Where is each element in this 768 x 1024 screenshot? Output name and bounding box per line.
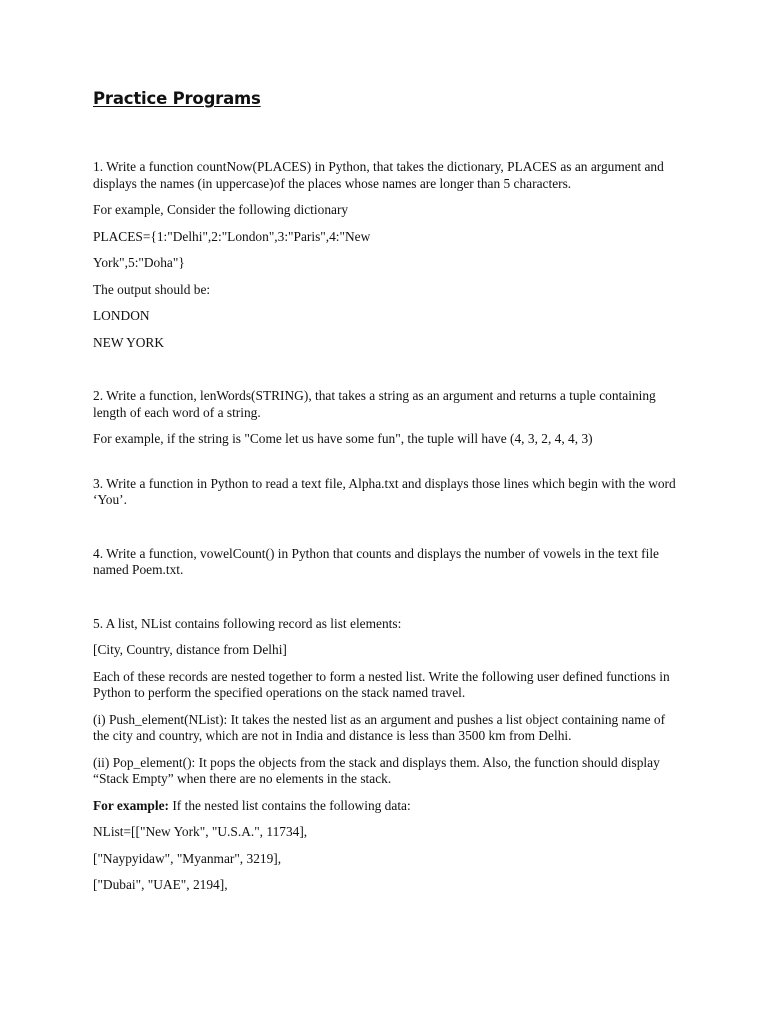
spacer	[93, 361, 683, 388]
question-1-output-intro: The output should be:	[93, 281, 211, 297]
question-2	[93, 388, 683, 448]
question-1-text: 1. Write a function countNow(PLACES) in Python, that takes the dictionary, PLACES as an argument and displays the names (in uppercase)of the places whose names are longer than 5 characters.	[93, 159, 664, 191]
example-rest-text: If the nested list contains the following data:	[168, 797, 411, 813]
question-5-data-3: ["Dubai", "UAE", 2194],	[93, 877, 228, 892]
question-5-data-1: NList=[["New York", "U.S.A.", 11734],	[93, 824, 308, 839]
spacer	[93, 589, 683, 616]
question-5-text: 5. A list, NList contains following record as list elements:	[93, 615, 402, 631]
question-2-text: 2. Write a function, lenWords(STRING), that takes a string as an argument and returns a tuple containing length of each word of a string.	[93, 388, 656, 420]
question-2-example: For example, if the string is "Come let us have some fun", the tuple will have (4, 3, 2, 4, 4, 3)	[93, 431, 593, 446]
question-5-description: Each of these records are nested together to form a nested list. Write the following user defined functions in Python to perform the specified operations on the stack named travel.	[93, 668, 670, 700]
question-5	[93, 616, 683, 894]
question-5-example	[93, 798, 683, 815]
question-4	[93, 546, 683, 579]
question-1-example-intro: For example, Consider the following dictionary	[93, 202, 349, 217]
question-3-text: 3. Write a function in Python to read a text file, Alpha.txt and displays those lines which begin with the word ‘You’.	[93, 475, 676, 507]
question-1	[93, 159, 683, 351]
question-5-record: [City, Country, distance from Delhi]	[93, 642, 287, 657]
question-1-output-2: NEW YORK	[93, 334, 165, 350]
question-5-pop: (ii) Pop_element(): It pops the objects from the stack and displays them. Also, the function should display “Stack Empty” when there are no elements in the stack.	[93, 754, 660, 786]
spacer	[93, 458, 683, 476]
example-bold-label: For example:	[93, 797, 169, 813]
page-title: Practice Programs	[93, 89, 261, 108]
question-5-push: (i) Push_element(NList): It takes the nested list as an argument and pushes a list object containing name of the city and country, which are not in India and distance is less than 3500 km from Delhi.	[93, 711, 666, 743]
spacer	[93, 519, 683, 546]
document-page	[93, 88, 683, 904]
question-5-data-2: ["Naypyidaw", "Myanmar", 3219],	[93, 850, 282, 866]
question-4-text: 4. Write a function, vowelCount() in Python that counts and displays the number of vowels in the text file named Poem.txt.	[93, 545, 659, 577]
question-1-output-1: LONDON	[93, 308, 150, 323]
question-3	[93, 476, 683, 509]
question-1-dict-line-1: PLACES={1:"Delhi",2:"London",3:"Paris",4:"New	[93, 228, 371, 244]
question-1-dict-line-2: York",5:"Doha"}	[93, 255, 185, 270]
